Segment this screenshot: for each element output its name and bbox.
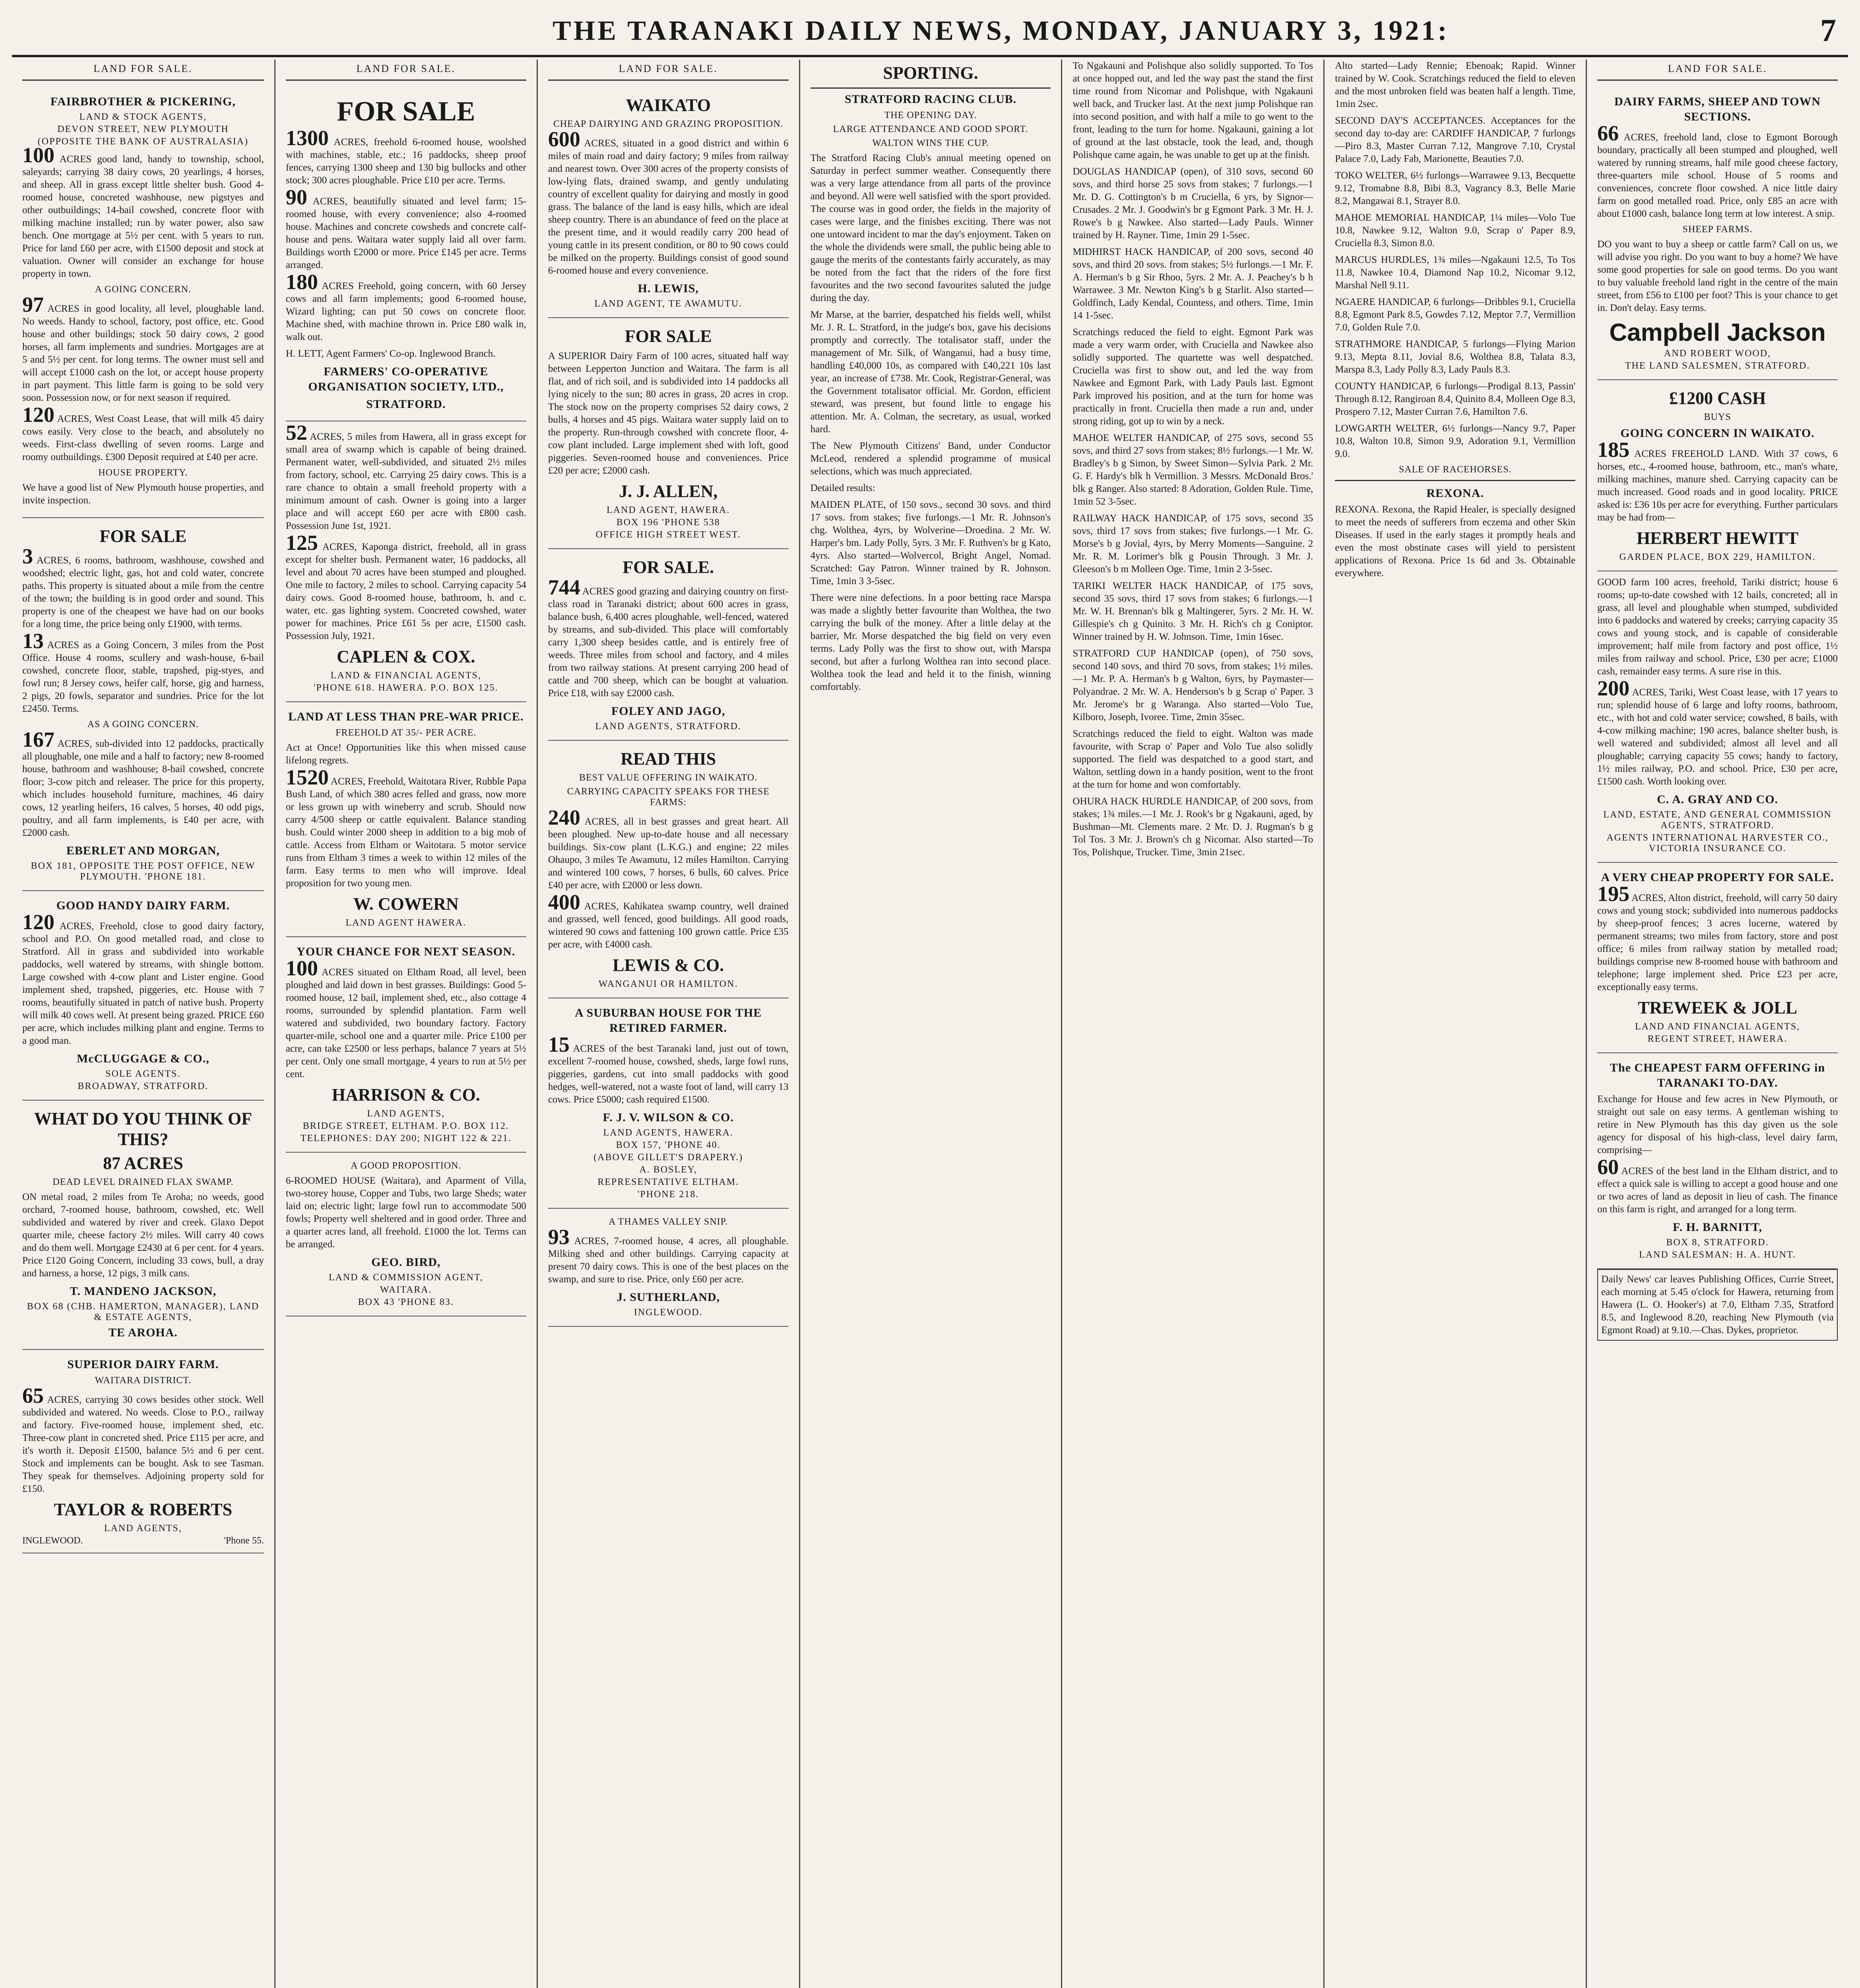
ad-title: READ THIS xyxy=(621,749,716,769)
article-paragraph: REXONA. Rexona, the Rapid Healer, is specially designed to meet the needs of sufferers from eczema and other Skin Diseases. If used in the early stages it promptly heals and even the most obstinate cases will yield to persistent applications of Rexona. Price 1s 6d and 3s. Obtainable everywhere. xyxy=(1335,504,1576,579)
listing-number: 167 xyxy=(22,728,54,751)
listing: 125 ACRES, Kaponga district, freehold, all in grass except for shelter bush. Permanent water, 16 paddocks, all level and about 70 acres have been stumped and ploughed. One mile to factory, 2 miles to school. Carrying capacity 54 dairy cows. Good 8-roomed house, bathroom, h. and c. water, etc. gas lighting system. Concreted cowshed, water power for machines. Price £61 5s per acre, £1500 cash. Possession July, 1921. xyxy=(285,531,526,641)
listing: 90 ACRES, beautifully situated and level farm; 15-roomed house, with every convenience; also 4-roomed house. Machines and concrete cowsheds and concrete calf-house and pens. Waitara water supply laid all over farm. Buildings worth £2000 or more. Price £145 per acre. Terms arranged. xyxy=(285,185,526,270)
article-subhead: WALTON WINS THE CUP. xyxy=(872,138,989,148)
listing-number: 120 xyxy=(22,910,54,934)
agent-name: CAPLEN & COX. xyxy=(337,647,475,666)
column-7 xyxy=(1586,60,1848,1988)
agent-name: McCLUGGAGE & CO., xyxy=(77,1052,209,1065)
subheading: BEST VALUE OFFERING IN WAIKATO. xyxy=(579,773,758,783)
listing-text: ACRES good land, handy to township, school, saleyards; carrying 38 dairy cows, 20 yearlings, 4 horses, and sheep. All in grass except little shelter bush. Good 4-roomed house, concreted washhouse, new pigstyes and other outbuildings; 14-bail cowshed, concrete floor with milking machine installed; run by water power, also saw bench. One mortgage at 5½ per cent. with 5 years to run. Price for land £60 per acre, with £1500 deposit and stock at valuation. Owner will consider an exchange for house property in town. xyxy=(22,154,264,279)
listing: 93 ACRES, 7-roomed house, 4 acres, all ploughable. Milking shed and other buildings. Carrying capacity at present 70 dairy cows. This is one of the best places on the swamp, and sure to rise. Price, only £60 per acre. xyxy=(548,1225,789,1285)
agent-name: FOLEY AND JAGO, xyxy=(611,705,725,718)
listing xyxy=(22,1384,264,1495)
article-paragraph: MIDHIRST HACK HANDICAP, of 200 sovs, second 40 sovs, and third 20 sovs. from stakes; 5½ furlongs.—1 Mr. F. A. Herman's b g Sir Rhoo, 5yrs. 2 Mr. A. J. Peachey's b h Warrawee. 3 Mr. Newton King's b g Starlit. Also started—Goldfinch, Lady Kendal, Countess, and others. Time, 1min 14 1-5sec. xyxy=(1073,247,1313,321)
advertisement xyxy=(286,1153,526,1316)
agent-subtitle: WANGANUI OR HAMILTON. xyxy=(598,979,738,989)
article-paragraph: MAHOE MEMORIAL HANDICAP, 1¼ miles—Volo Tue 10.8, Nawkee 9.12, Walton 9.0, Scrap o' Paper 8.9, Cruciella 8.3, Simon 8.0. xyxy=(1335,212,1576,248)
agent-subtitle: LAND & STOCK AGENTS, xyxy=(79,112,207,122)
listing xyxy=(22,728,264,839)
advertisement xyxy=(548,1209,789,1327)
agent-subtitle: REPRESENTATIVE ELTHAM. xyxy=(597,1177,739,1187)
agent-subtitle: BOX 8, STRATFORD. xyxy=(1666,1237,1769,1248)
agent-name: C. A. GRAY AND CO. xyxy=(1657,793,1779,806)
agent-name: Campbell Jackson xyxy=(1609,319,1826,346)
listing-number: 65 xyxy=(22,1384,44,1408)
advertisement xyxy=(1597,380,1838,571)
article-paragraph: LOWGARTH WELTER, 6½ furlongs—Nancy 9.7, Paper 10.8, Walton 10.8, Simon 9.9, Adoration 9.1, Vermillion 9.0. xyxy=(1335,423,1576,459)
agent-subtitle: LAND & COMMISSION AGENT, xyxy=(328,1272,483,1283)
agent-contact: INGLEWOOD. 'Phone 55. xyxy=(22,1536,264,1546)
listing: 1520 ACRES, Freehold, Waitotara River, Rubble Papa Bush Land, of which 380 acres felled and grass, now more or less grown up with wineberry and scrub. Should now carry 4/500 sheep or cattle equivalent. Balance standing bush. Could winter 2000 sheep in addition to a big mob of cattle. Access from Eltham or Waitotara. 5 motor service runs from Eltham 3 times a week to within 12 miles of the farm. Easy terms to men who will improve. Ideal proposition for two young men. xyxy=(285,765,526,889)
article-paragraph: STRATHMORE HANDICAP, 5 furlongs—Flying Marion 9.13, Mepta 8.11, Jovial 8.6, Wolthea 8.8, Talata 8.3, Marspa 8.3, Lady Polly 8.3, Lady Pauls 8.3. xyxy=(1335,339,1576,375)
agent-name: HARRISON & CO. xyxy=(332,1085,480,1105)
subheading: WAITARA DISTRICT. xyxy=(95,1375,192,1386)
listing xyxy=(22,910,264,1047)
article-paragraph: Detailed results: xyxy=(810,483,875,493)
article-paragraph: COUNTY HANDICAP, 6 furlongs—Prodigal 8.13, Passin' Through 8.12, Rangiroan 8.4, Quinito 8.4, Molleen Oge 8.3, Prospero 7.12, Master Curran 7.6, Hamilton 7.6. xyxy=(1335,381,1576,417)
article-paragraph: Alto started—Lady Rennie; Ebenoak; Rapid. Winner trained by W. Cook. Scratchings reduced the field to eleven and the most unbroken field was beaten half a length. Time, 1min 2sec. xyxy=(1335,60,1576,109)
column-4 xyxy=(799,60,1061,1988)
subheading: A GOOD PROPOSITION. xyxy=(351,1161,462,1171)
listing-number: 100 xyxy=(22,143,54,167)
advertisement xyxy=(1597,863,1838,1053)
article-paragraph: NGAERE HANDICAP, 6 furlongs—Dribbles 9.1, Cruciella 8.8, Egmont Park 8.5, Gowdes 7.12, Meptor 7.7, Vermillion 7.0, Golden Rule 7.0. xyxy=(1335,297,1576,333)
agent-name: TREWEEK & JOLL xyxy=(1638,998,1798,1017)
ad-title: FOR SALE. xyxy=(623,557,714,577)
listing: 600 ACRES, situated in a good district and within 6 miles of main road and dairy factory; 9 miles from railway and nearest town. Over 300 acres of the property consists of low-lying flats, drained swamp, and gently undulating country of excellent quality for dairying and mostly in good grass. The balance of the land is easy hills, which are ideal sheep country. There is an abundance of feed on the place at the present time, and it would readily carry 200 head of young cattle in its present condition, or 80 to 90 cows could be milked on the property. Buildings consist of good sound 6-roomed house and every convenience. xyxy=(548,127,789,276)
advertisement xyxy=(1597,87,1838,380)
listing-number: 120 xyxy=(22,403,54,427)
agent-address: (ABOVE GILLET'S DRAPERY.) xyxy=(593,1152,743,1163)
agent-town: TE AROHA. xyxy=(108,1326,178,1339)
article-paragraph: TARIKI WELTER HACK HANDICAP, of 175 sovs, second 35 sovs, third 17 sovs from stakes; 6 furlongs.—1 Mr. W. H. Brennan's blk g Maltingerer, 5yrs. 2 Mr. H. W. Gillespie's ch g Quinito. 3 Mr. H. Rich's ch g Coniptor. Winner trained by H. W. Johnson. Time, 1min 16sec. xyxy=(1073,580,1313,642)
agent-subtitle: LAND AGENTS, STRATFORD. xyxy=(595,721,741,732)
agent-name: J. SUTHERLAND, xyxy=(617,1291,720,1304)
agent-contact: BOX 157, 'PHONE 40. xyxy=(616,1140,721,1150)
article-paragraph: TOKO WELTER, 6½ furlongs—Warrawee 9.13, Becquette 9.12, Tromabne 8.8, Bibi 8.3, Vagrancy 8.3, Belle Marie 8.2, Mangawai 8.1, Strayer 8.0. xyxy=(1335,170,1576,206)
article-headline: STRATFORD RACING CLUB. xyxy=(844,93,1017,106)
listing: 195 ACRES, Alton district, freehold, will carry 50 dairy cows and young stock; subdivided into numerous paddocks by sheep-proof fences; 3 acres lucerne, watered by permanent streams; two miles from factory, store and post office; 6 miles from railway station by metalled road; buildings comprise new 8-roomed house with bathroom and telephone; large implement shed. Price £23 per acre, exceptionally easy terms. xyxy=(1597,882,1838,992)
listing xyxy=(22,629,264,715)
listing-text: ACRES, carrying 30 cows besides other stock. Well subdivided and watered. No weeds. Close to P.O., railway and factory. Five-roomed house, implement shed, etc. Three-cow plant in concreted shed. Price £115 per acre, and it's worth it. Deposit £1500, balance 5½ and 6 per cent. Stock and implements can be bought. Ask to see Tasman. They speak for themselves. Adjoining property sold for £150. xyxy=(22,1394,264,1494)
agent-subtitle: LAND, ESTATE, AND GENERAL COMMISSION AGENTS, STRATFORD. xyxy=(1603,810,1832,831)
listing-text: Exchange for House and few acres in New Plymouth, or straight out sale on easy terms. A gentleman wishing to retire in New Plymouth has this day given us the sole agency for disposal of his high-class, level dairy farm, comprising— xyxy=(1597,1094,1838,1155)
advertisement xyxy=(22,87,264,518)
listing-text: ON metal road, 2 miles from Te Aroha; no weeds, good orchard, 7-roomed house, bathroom, cowshed, etc. Well subdivided and watered by river and creek. Glaxo Depot quarter mile, cheese factory 2½ miles. Will carry 40 cows and do them well. Mortgage £2430 at 6 per cent. for 4 years. Price £120 Going Concern, including 33 cows, bull, a dray and harness, a horse, 12 pigs, 3 milk cans. xyxy=(22,1192,264,1279)
agent-subtitle: LAND AND FINANCIAL AGENTS, xyxy=(1635,1021,1800,1032)
agent-name: FAIRBROTHER & PICKERING, xyxy=(50,95,236,108)
listing-text: ACRES, 6 rooms, bathroom, washhouse, cowshed and woodshed; electric light, gas, hot and cold water, concrete paths. This property is situated about a mile from the centre of the town; the building is in good order and sound. This property is one of the cheapest we have had on our books for a long time, the price being only £1900, with terms. xyxy=(22,555,264,629)
ad-title: FOR SALE xyxy=(337,96,475,127)
agent-address: GARDEN PLACE, BOX 229, HAMILTON. xyxy=(1619,552,1816,562)
agent-name: J. J. ALLEN, xyxy=(619,481,718,501)
listing: 185 ACRES FREEHOLD LAND. With 37 cows, 6 horses, etc., 4-roomed house, bathroom, etc., man's whare, milking machines, manure shed. Carrying capacity can be much increased. Good roads and in good locality. PRICE asked is: £36 10s per acre for everything. Further particulars may be had from— xyxy=(1597,438,1838,523)
ad-title: £1200 CASH xyxy=(1669,388,1766,408)
listing: 52 ACRES, 5 miles from Hawera, all in grass except for small area of swamp which is capable of being drained. Permanent water, well-subdivided, and situated 2½ miles from factory, school, etc. Carrying 25 dairy cows. This is a rare chance to obtain a small freehold property with a minimum amount of cash. Owner is going into a larger place and will accept £60 per acre with £800 cash. Possession June 1st, 1921. xyxy=(285,421,526,531)
advertisement xyxy=(1597,1053,1838,1269)
subheading: FREEHOLD AT 35/- PER ACRE. xyxy=(336,728,477,738)
column-5 xyxy=(1061,60,1323,1988)
listing-text: ACRES, Freehold, close to good dairy factory, school and P.O. On good metalled road, and close to Stratford. All in grass and subdivided into workable paddocks, well watered by streams, with shingle bottom. Large cowshed with 4-cow plant and Lister engine. Good implement shed, trapshed, piggeries, etc. House with 7 rooms, beautifully situated in patch of native bush. Property will milk 40 cows well. At present being grazed. PRICE £60 per acre, which includes milking plant and engine. Terms to a good man. xyxy=(22,921,264,1046)
ad-title: REXONA. xyxy=(1426,487,1484,500)
agent-name: T. MANDENO JACKSON, xyxy=(70,1285,217,1298)
ad-title: FOR SALE xyxy=(99,526,187,546)
column-1 xyxy=(12,60,274,1988)
subheading: SHEEP FARMS. xyxy=(1682,224,1753,235)
advertisement xyxy=(22,891,264,1101)
subheading: DEAD LEVEL DRAINED FLAX SWAMP. xyxy=(52,1177,234,1187)
article-paragraph: To Ngakauni and Polishque also solidly supported. To Tos at once hopped out, and led the way past the stand the first time round from Nicomar and Polishque, with Ngakauni well back, and Trucker last. At the next jump Polishque ran into second position, and with half a mile to go went to the front, leading to the turn for home. Ngakauni, gaining a lot of ground at the last obstacle, took the lead, and, though Polishque came again, he was unable to get up at the finish. xyxy=(1073,60,1313,160)
agent-address: BRIDGE STREET, ELTHAM. P.O. BOX 112. xyxy=(303,1121,509,1131)
listing: 400 ACRES, Kahikatea swamp country, well drained and grassed, well fenced, good buildings. All good roads, wintered 90 cows and fattening 100 grown cattle. Price £35 per acre, with £4000 cash. xyxy=(548,890,789,950)
agent-name: H. LEWIS, xyxy=(638,282,699,295)
agent-subtitle: AND ROBERT WOOD, xyxy=(1664,348,1771,359)
article-subhead: THE OPENING DAY. xyxy=(884,110,977,120)
ad-title: WAIKATO xyxy=(626,95,711,115)
listing: 200 ACRES, Tariki, West Coast lease, with 17 years to run; splendid house of 6 large and lofty rooms, bathroom, etc., with hot and cold water service; cowshed, 8 bails, with 4-cow milking machine; 190 acres, balance shelter bush, is well watered and subdivided; almost all level and all ploughable; carrying capacity 55 cows; handy to factory, 1½ miles railway, P.O. and school. Price, £30 per acre, £1500 cash. Worth looking over. xyxy=(1597,676,1838,787)
notice-text: Daily News' car leaves Publishing Offices, Currie Street, each morning at 5.45 o'clock for Hawera, returning from Hawera (L. O. Hooker's) at 7.0, Eltham 7.35, Stratford 8.5, and Inglewood 8.20, reaching New Plymouth (via Egmont Road) at 9.10.—Chas. Dykes, proprietor. xyxy=(1597,1269,1838,1341)
subheading: A GOING CONCERN. xyxy=(95,284,191,295)
listing xyxy=(22,403,264,464)
advertisement xyxy=(22,1101,264,1350)
article-paragraph: Scratchings reduced the field to eight. Egmont Park was made a very warm order, with Cruciella and Nawkee also solidly supported. The quartette was well despatched. Cruciella was first to show out, and led the way from Nawkee and Egmont Park, with Lady Pauls last. Egmont Park improved his position, and at the turn for home was practically in front. Cruciella then made a run and, under strong riding, got up to win by a neck. xyxy=(1073,327,1313,427)
ad-title: DAIRY FARMS, SHEEP AND TOWN SECTIONS. xyxy=(1614,95,1821,123)
article-paragraph: Scratchings reduced the field to eight. Walton was made favourite, with Scrap o' Paper and Volo Tue also solidly supported. The field was despatched to a good start, and Walton, settling down in a handy position, went to the front at the turn for home and won comfortably. xyxy=(1073,728,1313,790)
listing-text: DO you want to buy a sheep or cattle farm? Call on us, we will advise you right. Do you want to buy a home? We have some good properties for sale on good terms. Do you want to buy valuable freehold land right in the centre of the main street, from £56 to £100 per foot? This is your chance to get in. Don't delay. Easy terms. xyxy=(1597,239,1838,313)
agent-address: DEVON STREET, NEW PLYMOUTH xyxy=(57,124,229,134)
subheading: SALE OF RACEHORSES. xyxy=(1398,464,1512,475)
agent-address: BOX 181, OPPOSITE THE POST OFFICE, NEW PLYMOUTH. 'PHONE 181. xyxy=(31,861,256,882)
agent-subtitle: LAND AGENTS, HAWERA. xyxy=(603,1128,733,1138)
listing: 240 ACRES, all in best grasses and great heart. All been ploughed. New up-to-date house and all necessary buildings. Six-cow plant (L.K.G.) and engine; 22 miles Ohaupo, 3 miles Te Awamutu, 12 miles Hamilton. Carrying and wintered 100 cows, 7 horses, 6 bulls, 60 calves. Price £40 per acre, with £2000 or less down. xyxy=(548,806,789,891)
advertisement xyxy=(548,741,789,998)
agent-subtitle: LAND AGENT, TE AWAMUTU. xyxy=(594,299,743,309)
column-heading: LAND FOR SALE. xyxy=(548,60,789,81)
agent-address: REGENT STREET, HAWERA. xyxy=(1647,1034,1788,1044)
agent-subtitle: SOLE AGENTS. xyxy=(105,1069,181,1079)
agent-address: BROADWAY, STRATFORD. xyxy=(78,1081,209,1091)
ad-title: GOOD HANDY DAIRY FARM. xyxy=(56,899,230,912)
agent-subtitle: LAND & FINANCIAL AGENTS, xyxy=(330,670,481,681)
agent-name: F. J. V. WILSON & CO. xyxy=(603,1111,734,1124)
listing: 180 ACRES Freehold, going concern, with 60 Jersey cows and all farm implements; good 6-roomed house, Wizard lighting; can put 50 cows on concrete floor. Machine shed, with machine thrown in. Price £80 walk in, walk out. xyxy=(285,270,526,342)
listing-number: 3 xyxy=(22,544,33,568)
agent-subtitle: LAND AGENTS, xyxy=(104,1523,182,1534)
agent-name: GEO. BIRD, xyxy=(371,1256,441,1269)
agent-subtitle: THE LAND SALESMEN, STRATFORD. xyxy=(1625,361,1810,371)
subheading: AS A GOING CONCERN. xyxy=(87,719,199,730)
advertisement xyxy=(22,1350,264,1553)
article-paragraph: There were nine defections. In a poor betting race Marspa was made a slightly better favourite than Wolthea, the two carrying the bulk of the money. After a little delay at the barrier, Mr. Morse despatched the big field on very even terms. Lady Polly was the first to show out, with Marspa second, but after a furlong Wolthea ran into second place. Wolthea took the lead and held it to the finish, winning comfortably. xyxy=(810,592,1051,692)
subheading: CARRYING CAPACITY SPEAKS FOR THESE FARMS: xyxy=(567,786,770,808)
ad-title: LAND AT LESS THAN PRE-WAR PRICE. xyxy=(288,710,524,723)
listing: 1300 ACRES, freehold 6-roomed house, woolshed with machines, stable, etc.; 16 paddocks, sheep proof fences, carrying 1300 sheep and 130 big bullocks and other stock; 300 acres ploughable. Price £10 per acre. Terms. xyxy=(285,126,526,186)
section-heading: SPORTING. xyxy=(811,63,1051,89)
advertisement xyxy=(286,702,526,937)
column-heading: LAND FOR SALE. xyxy=(286,60,526,81)
listing-text: A SUPERIOR Dairy Farm of 100 acres, situated half way between Lepperton Junction and Waitara. The farm is all flat, and of rich soil, and is subdivided into 14 paddocks all lying nicely to the sun; 80 acres in grass, 20 acres in crop. The stock now on the property comprises 52 dairy cows, 2 bulls, 4 horses and 45 pigs. Waitara water supply laid on to the property. Run-through cowshed with concrete floor, 4-cow plant included. Large implement shed with loft, good piggeries. Seven-roomed house and conveniences. Price £20 per acre; £2000 cash. xyxy=(548,351,789,476)
agent-name: F. H. BARNITT, xyxy=(1673,1221,1762,1234)
agent-address: 'PHONE 618. HAWERA. P.O. BOX 125. xyxy=(314,683,498,693)
agent-address: OFFICE HIGH STREET WEST. xyxy=(595,530,741,540)
agent-subtitle: AGENTS INTERNATIONAL HARVESTER CO., VICTORIA INSURANCE CO. xyxy=(1606,833,1829,854)
listing: 60 ACRES of the best land in the Eltham district, and to effect a quick sale is willing to accept a good house and one or two acres of land as deposit in lieu of cash. The finance on this farm is right, and arranged for a long term. xyxy=(1597,1155,1838,1215)
column-heading: LAND FOR SALE. xyxy=(22,60,264,81)
advertisement xyxy=(548,998,789,1209)
newspaper-title: THE TARANAKI DAILY NEWS, MONDAY, JANUARY 3, 1921: xyxy=(553,16,1449,46)
agent-address: (OPPOSITE THE BANK OF AUSTRALASIA) xyxy=(37,136,249,147)
column-2 xyxy=(274,60,537,1988)
listing xyxy=(22,293,264,404)
article-paragraph: SECOND DAY'S ACCEPTANCES. Acceptances for the second day to-day are: CARDIFF HANDICAP, 7 furlongs—Piro 8.3, Master Curran 7.12, Mangrove 7.10, Crystal Palace 7.0, Lady Fab, Marionette, Beauties 7.0. xyxy=(1335,115,1576,164)
column-3 xyxy=(537,60,799,1988)
listing: 744 ACRES good grazing and dairying country on first-class road in Taranaki district; about 600 acres in grass, balance bush, 6,400 acres ploughable, well-fenced, watered by streams, and sub-divided. This place will comfortably carry 1,300 sheep besides cattle, and is entirely free of weeds. Three miles from school and factory, and 4 miles from two railway stations. At present carrying 200 head of cattle and 700 sheep, which can be bought at valuation. Price £18, with say £2000 cash. xyxy=(548,575,789,699)
agent-town: WAITARA. xyxy=(380,1285,432,1295)
listing-text: 6-ROOMED HOUSE (Waitara), and Aparment of Villa, two-storey house, Copper and Tubs, two large Sheds; water laid on; electric light; large fowl run to accommodate 500 fowls; Property well sheltered and in good order. Three and a quarter acres land, all freehold. £1000 the lot. Terms can be arranged. xyxy=(285,1175,526,1250)
agent-phone: TELEPHONES: DAY 200; NIGHT 122 & 221. xyxy=(300,1133,512,1143)
subheading: CHEAP DAIRYING AND GRAZING PROPOSITION. xyxy=(553,119,784,129)
agent-address: BOX 68 (CHB. HAMERTON, MANAGER), LAND & ESTATE AGENTS, xyxy=(27,1301,259,1322)
ad-title: A VERY CHEAP PROPERTY FOR SALE. xyxy=(1601,871,1834,884)
listing-text: Act at Once! Opportunities like this when missed cause lifelong regrets. xyxy=(285,742,526,766)
listing-number: 97 xyxy=(22,293,44,316)
agent-name: W. COWERN xyxy=(353,894,459,914)
listing: 100 ACRES situated on Eltham Road, all level, been ploughed and laid down in best grasses. Buildings: Good 5-roomed house, 12 bail, implement shed, etc., also cottage 4 rooms, surrounded by splendid plantation. Farm well watered and subdivided, two boundary factory. Factory quarter-mile, school one and a quarter mile. Price £100 per acre, can take £2500 or less perhaps, balance 7 years at 5½ per cent. Only one small mortgage, 4 years to run at 5½ per cent. xyxy=(285,956,526,1079)
agent-name: EBERLET AND MORGAN, xyxy=(66,844,220,857)
listing: 66 ACRES, freehold land, close to Egmont Borough boundary, practically all been stumped and ploughed, well watered by running streams, half mile good cheese factory, three-quarters mile school. House of 5 rooms and conveniences, concrete floor cowshed. A nice little dairy farm on good metalled road. Price, only £85 an acre with about £1000 cash, balance long term at low interest. A snip. xyxy=(1597,121,1838,219)
agent-town: STRATFORD. xyxy=(366,398,446,411)
advertisement xyxy=(548,318,789,549)
article-paragraph: RAILWAY HACK HANDICAP, of 175 sovs, second 35 sovs, third 17 sovs from stakes; five furlongs.—1 Mr. G. Morse's b g Jovial, 4yrs, by Merry Moments—Sanguine. 2 Mr. R. M. Lorimer's blk g Pousin Through. 3 Mr. J. Gleeson's b m Molleen Oge. Time, 1min 2 3-5sec. xyxy=(1073,513,1313,575)
ad-title: The CHEAPEST FARM OFFERING in TARANAKI TO-DAY. xyxy=(1610,1061,1825,1089)
ad-title: YOUR CHANCE FOR NEXT SEASON. xyxy=(297,945,516,958)
ad-title: GOING CONCERN IN WAIKATO. xyxy=(1620,427,1815,440)
article-paragraph: MAHOE WELTER HANDICAP, of 275 sovs, second 55 sovs, and third 27 sovs from stakes; 8½ furlongs.—1 Mr. W. Bradley's b g Simon, by Sweet Simon—Sylvia Park. 2 Mr. G. F. Hardy's blk h Vermillion. 3 Messrs. McDonald Bros.' blk g Ranger. Also started: 8 Adoration, Golden Rule. Time, 1min 52 3-5sec. xyxy=(1073,433,1313,507)
listing-text: ACRES, West Coast Lease, that will milk 45 dairy cows easily. Very close to the beach, and absolutely no weeds. First-class dwelling of seven rooms. Large and roomy outbuildings. £300 Deposit required at £40 per acre. xyxy=(22,414,264,462)
agent-phone: 'PHONE 218. xyxy=(637,1189,699,1200)
ad-title: WHAT DO YOU THINK OF THIS? xyxy=(34,1109,252,1149)
listing-text: H. LETT, Agent Farmers' Co-op. Inglewood Branch. xyxy=(285,348,496,359)
page-number: 7 xyxy=(1820,13,1836,48)
advertisement xyxy=(286,937,526,1153)
article-paragraph: OHURA HACK HURDLE HANDICAP, of 200 sovs, from stakes; 1¾ miles.—1 Mr. J. Rook's br g Ngakauni, aged, by Bushman—Mt. Clements mare. 2 Mr. D. J. Rugman's b g Tol Tos. 3 Mr. J. Brown's ch g Nicomar. Also started—To Tos, Polishque, Trucker. Time, 3min 21sec. xyxy=(1073,796,1313,858)
agent-name: HERBERT HEWITT xyxy=(1636,528,1799,548)
advertisement xyxy=(1597,571,1838,863)
listing-text: ACRES, sub-divided into 12 paddocks, practically all ploughable, one mile and a half to factory; new 8-roomed house, bathroom and washhouse; 8-bail cowshed, concrete floor; 3-cow pitch and releaser. The price for this property, which includes household furniture, machines, 46 dairy cows, 12 yearling heifers, 16 calves, 5 horses, 40 odd pigs, poultry, and all farm implements, is £40 per acre, with £2000 cash. xyxy=(22,738,264,838)
listing xyxy=(22,143,264,280)
agent-name: A. BOSLEY, xyxy=(639,1165,697,1175)
column-heading: LAND FOR SALE. xyxy=(1597,60,1838,81)
advertisement xyxy=(548,549,789,741)
column-6 xyxy=(1323,60,1586,1988)
agent-subtitle: LAND AGENT HAWERA. xyxy=(345,918,467,928)
agent-name: FARMERS' CO-OPERATIVE ORGANISATION SOCIETY, LTD., xyxy=(308,365,504,393)
ad-title: FOR SALE xyxy=(625,326,712,346)
agent-name: TAYLOR & ROBERTS xyxy=(54,1500,233,1519)
agent-subtitle: LAND AGENTS, xyxy=(367,1109,445,1119)
ad-title: A SUBURBAN HOUSE FOR THE RETIRED FARMER. xyxy=(575,1006,762,1035)
listing-number: 13 xyxy=(22,629,44,653)
listing xyxy=(22,544,264,631)
agent-contact: BOX 43 'PHONE 83. xyxy=(358,1297,454,1307)
agent-town: INGLEWOOD. xyxy=(634,1307,703,1318)
subheading: BUYS xyxy=(1704,412,1731,422)
article-paragraph: The New Plymouth Citizens' Band, under Conductor McLeod, rendered a splendid programme of musical selections, which was much appreciated. xyxy=(810,441,1051,477)
article-paragraph: MARCUS HURDLES, 1¾ miles—Ngakauni 12.5, To Tos 11.8, Nawkee 10.4, Diamond Nap 10.2, Nicomar 9.12, Marshal Nell 9.11. xyxy=(1335,254,1576,291)
listing-text: ACRES in good locality, all level, ploughable land. No weeds. Handy to school, factory, post office, etc. Good house and other buildings; stock 50 dairy cows, 2 good horses, all farm implements and sundries. Mortgages are at 5 and 5½ per cent. for long terms. The owner must sell and will accept £1000 cash on the lot, or accept house property in part payment. This little farm is going to be sold very soon. Possession now, or for next season if required. xyxy=(22,303,264,403)
advertisement xyxy=(22,518,264,891)
article-paragraph: Mr Marse, at the barrier, despatched his fields well, whilst Mr. J. R. L. Stratford, in the judge's box, gave his decisions promptly and correctly. The totalisator staff, under the management of Mr. Silk, of Wanganui, had a busy time, handling £40,000 10s, as compared with £40,221 10s last year, an increase of £738. Mr. Cook, Registrar-General, was the Government totalisator official. Mr. Gordon, efficient steward, was present, but found little to engage his attention. Mr. A. Colman, the secretary, as usual, worked hard. xyxy=(810,309,1051,435)
newspaper-columns xyxy=(12,60,1848,1988)
ad-title: SUPERIOR DAIRY FARM. xyxy=(67,1358,219,1371)
agent-name: LEWIS & CO. xyxy=(613,955,724,975)
subheading: HOUSE PROPERTY. xyxy=(98,468,188,478)
agent-contact: BOX 196 'PHONE 538 xyxy=(616,517,720,528)
listing-text: ACRES as a Going Concern, 3 miles from the Post Office. House 4 rooms, scullery and wash-house, 6-bail cowshed, concrete floor, stable, trapshed, pig-styes, and fowl run; 8 Jersey cows, heifer calf, horse, gig and harness, 2 pigs, 20 fowls, separator and sundries. Price for the lot £2450. Terms. xyxy=(22,640,264,714)
article-subhead: LARGE ATTENDANCE AND GOOD SPORT. xyxy=(833,124,1028,134)
article-paragraph: The Stratford Racing Club's annual meeting opened on Saturday in perfect summer weather. Consequently there was a very large attendance from all parts of the province and beyond. All were well satisfied with the sport provided. The course was in good order, the fields in the majority of cases were large, and the finishes exciting. There was not one untoward incident to mar the day's enjoyment. Taken on the whole the dividends were small, the public being able to gauge the merits of the contestants fairly accurately, as may be noted from the fact that the riders of the fore first favourites and the two second favourites saluted the judge during the day. xyxy=(810,153,1051,303)
article-paragraph: STRATFORD CUP HANDICAP (open), of 750 sovs, second 140 sovs, and third 70 sovs, from stakes; 1½ miles.—1 Mr. P. A. Herman's b g Walton, 6yrs, by Paymaster—Polyandrae. 2 Mr. W. A. Henderson's b g Scrap o' Paper. 3 Mr. Jerome's br g Waranga. Also started—Volo Tue, Kilboro, Joseph, Ivoree. Time, 2min 35sec. xyxy=(1073,648,1313,722)
ad-title: 87 ACRES xyxy=(103,1153,183,1173)
article-paragraph: MAIDEN PLATE, of 150 sovs., second 30 sovs. and third 17 sovs. from stakes; five furlongs.—1 Mr. R. Johnson's chg. Wolthea, 4yrs, by Wolverine—Droedina. 2 Mr. W. Harper's bm. Lady Polly, 5yrs. 3 Mr. F. Ruthven's br g Kato, 4yrs. Also started—Wolvercol, Bright Angel, Nomad. Scratched: Gay Patron. Winner trained by R. Johnson. Time, 1min 3 3-5sec. xyxy=(810,499,1051,586)
article-paragraph: DOUGLAS HANDICAP (open), of 310 sovs, second 60 sovs, and third horse 25 sovs from stakes; 7 furlongs.—1 Mr. D. G. Cottington's b m Cruciella, 6 yrs, by Signor—Crusades. 2 Mr. J. Goodwin's br g Egmont Park. 3 Mr. H. J. Rowe's b g Nawkee. Also started—Lady Pauls. Winner trained by H. Rayner. Time, 1min 29 1-5sec. xyxy=(1073,166,1313,241)
advertisement xyxy=(286,87,526,421)
agent-subtitle: LAND AGENT, HAWERA. xyxy=(607,505,730,515)
listing: 15 ACRES of the best Taranaki land, just out of town, excellent 7-roomed house, cowshed, sheds, large fowl runs, piggeries, gardens, cut into small paddocks with good hedges, well-watered, not a waste foot of land, will carry 13 cows. Price £5000; cash required £1500. xyxy=(548,1033,789,1105)
subheading: A THAMES VALLEY SNIP. xyxy=(609,1217,728,1227)
listing-text: GOOD farm 100 acres, freehold, Tariki district; house 6 rooms; up-to-date cowshed with 12 bails, concreted; all in grass, all level and ploughable when stumped, subdivided into 6 paddocks and watered by creeks; carrying capacity 35 cows and young stock, and is capable of considerable improvement; half mile from factory and post office, 1½ miles from railway and school. Price, £30 per acre; £1000 cash, remainder easy terms. A sure rise in this. xyxy=(1597,577,1838,677)
agent-subtitle: LAND SALESMAN: H. A. HUNT. xyxy=(1639,1250,1796,1260)
listing-text: We have a good list of New Plymouth house properties, and invite inspection. xyxy=(22,482,264,506)
advertisement xyxy=(286,421,526,702)
advertisement xyxy=(548,87,789,318)
masthead xyxy=(12,11,1848,57)
